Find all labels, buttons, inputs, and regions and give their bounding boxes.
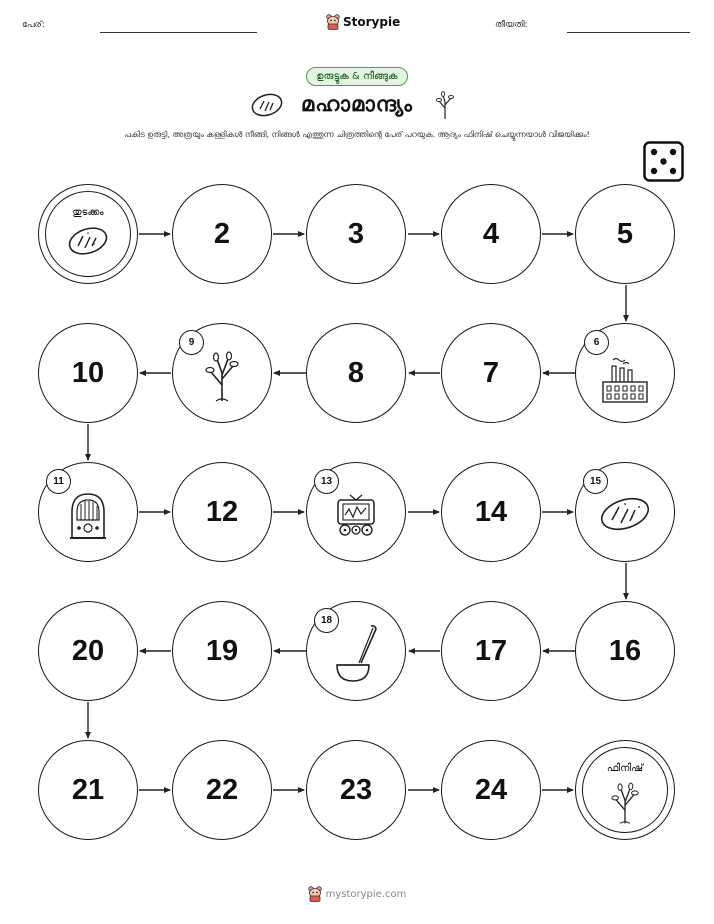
space-number: 12	[205, 495, 239, 528]
space-number: 7	[482, 356, 500, 389]
space-badge: 13	[314, 469, 339, 494]
board-space-24[interactable]	[441, 740, 541, 840]
radio-icon	[68, 490, 108, 542]
space-number: 20	[71, 634, 105, 667]
space-number: 17	[474, 634, 508, 667]
board-space-23[interactable]	[306, 740, 406, 840]
board-space-17[interactable]	[441, 601, 541, 701]
board-space-4[interactable]	[441, 184, 541, 284]
board-space-21[interactable]	[38, 740, 138, 840]
space-number: 23	[339, 773, 373, 806]
storypie-logo-icon	[308, 886, 322, 902]
space-number: 10	[71, 356, 105, 389]
footer	[308, 886, 407, 902]
date-label: തീയതി:	[495, 20, 528, 30]
instructions: പകിട ഉരുട്ടി, അത്രയും കള്ളികൾ നീങ്ങി, നിങ്ങൾ എത്തുന്ന ചിത്രത്തിന്റെ പേര് പറയുക. ആദ്യം ഫിനിഷ് ചെയ്യുന്നയാൾ വിജയിക്കും!	[124, 130, 590, 139]
start-space[interactable]	[38, 184, 138, 284]
factory-icon	[599, 356, 651, 404]
ladle-icon	[331, 623, 381, 685]
space-number: 4	[482, 217, 500, 250]
space-badge: 6	[584, 330, 609, 355]
game-type-tag: ഉരുട്ടുക & നീങ്ങുക	[306, 67, 407, 86]
finish-label: ഫിനിഷ്	[606, 763, 644, 774]
space-number: 21	[71, 773, 105, 806]
board-space-7[interactable]	[441, 323, 541, 423]
board-space-14[interactable]	[441, 462, 541, 562]
board-space-12[interactable]	[172, 462, 272, 562]
start-label: തുടക്കം	[72, 207, 104, 218]
board-space-2[interactable]	[172, 184, 272, 284]
space-badge: 18	[314, 608, 339, 633]
space-number: 16	[608, 634, 642, 667]
board-space-16[interactable]	[575, 601, 675, 701]
page-title: മഹാമാന്ദ്യം	[301, 92, 413, 116]
space-number: 24	[474, 773, 508, 806]
footer-url[interactable]: mystorypie.com	[325, 888, 407, 900]
board-space-19[interactable]	[172, 601, 272, 701]
space-number: 5	[616, 217, 634, 250]
space-number: 8	[347, 356, 365, 389]
name-label: പേര്:	[22, 20, 45, 30]
board-space-22[interactable]	[172, 740, 272, 840]
space-number: 3	[347, 217, 365, 250]
finish-space[interactable]	[575, 740, 675, 840]
space-number: 14	[474, 495, 508, 528]
brand-name: Storypie	[343, 15, 401, 29]
board-space-8[interactable]	[306, 323, 406, 423]
stock-ticker-icon	[333, 491, 379, 537]
space-number: 22	[205, 773, 239, 806]
board-space-5[interactable]	[575, 184, 675, 284]
space-number: 19	[205, 634, 239, 667]
board-space-10[interactable]	[38, 323, 138, 423]
space-badge: 9	[179, 330, 204, 355]
bread-icon	[597, 494, 653, 534]
board-space-3[interactable]	[306, 184, 406, 284]
tree-icon	[202, 347, 242, 403]
space-badge: 11	[46, 469, 71, 494]
board-space-20[interactable]	[38, 601, 138, 701]
space-badge: 15	[583, 469, 608, 494]
space-number: 2	[213, 217, 231, 250]
